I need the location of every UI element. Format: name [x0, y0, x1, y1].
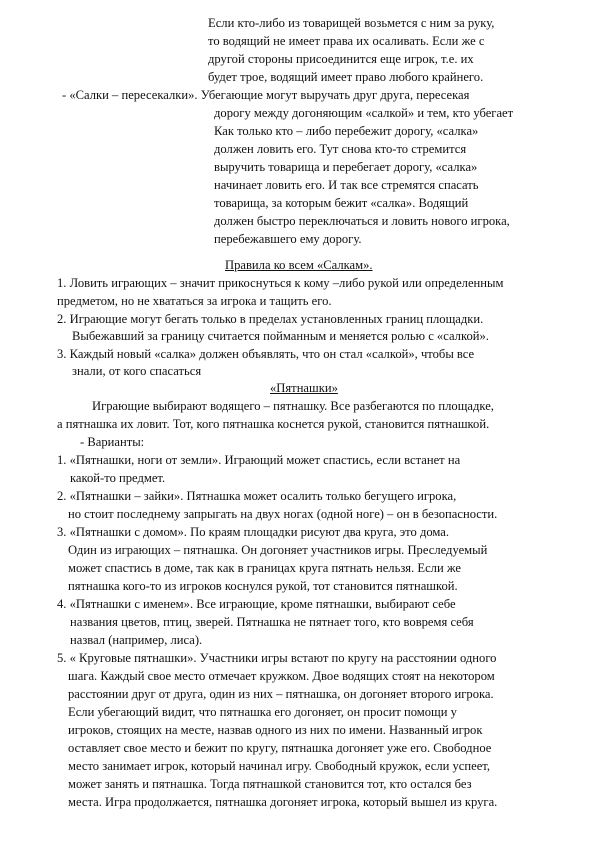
rule-line: предметом, но не хвататься за игрока и тащить его. [57, 294, 332, 308]
variant-line: назвал (например, лиса). [70, 633, 203, 647]
salki-peresekalki-line: выручить товарища и перебегает дорогу, «салка» [214, 160, 478, 174]
pyatnashki-heading: «Пятнашки» [270, 381, 338, 395]
variant-line: пятнашка кого-то из игроков коснулся рукой, тот становится пятнашкой. [68, 579, 458, 593]
rule-line: 3. Каждый новый «салка» должен объявлять, что он стал «салкой», чтобы все [57, 347, 475, 361]
variant-line: Если убегающий видит, что пятнашка его догоняет, он просит помощи у [68, 705, 457, 719]
intro-line: другой стороны присоединится еще игрок, т.е. их [208, 52, 474, 66]
intro-line: то водящий не имеет права их осаливать. Если же с [208, 34, 485, 48]
salki-peresekalki-line: товарища, за которым бежит «салка». Водящий [214, 196, 469, 210]
salki-peresekalki-line: дорогу между догоняющим «салкой» и тем, кто убегает [214, 106, 514, 120]
intro-line: Если кто-либо из товарищей возьмется с ним за руку, [208, 16, 495, 30]
salki-peresekalki-line: начинает ловить его. И так все стремятся спасать [214, 178, 479, 192]
rule-line: 2. Играющие могут бегать только в пределах установленных границ площадки. [57, 312, 484, 326]
variants-label: - Варианты: [80, 435, 145, 449]
variant-line: шага. Каждый свое место отмечает кружком. Двое водящих стоят на некотором [68, 669, 495, 683]
salki-peresekalki-line: Как только кто – либо перебежит дорогу, «салка» [214, 124, 479, 138]
rule-line: знали, от кого спасаться [72, 364, 202, 378]
variant-line: места. Игра продолжается, пятнашка догоняет игрока, который вышел из круга. [68, 795, 498, 809]
salki-peresekalki-line: - «Салки – пересекалки». Убегающие могут выручать друг друга, пересекая [62, 88, 470, 102]
variant-line: какой-то предмет. [70, 471, 166, 485]
rule-line: 1. Ловить играющих – значит прикоснуться к кому –либо рукой или определенным [57, 276, 504, 290]
variant-line: Один из играющих – пятнашка. Он догоняет участников игры. Преследуемый [68, 543, 488, 557]
variant-line: может занять и пятнашка. Тогда пятнашкой становится тот, кто остался без [68, 777, 472, 791]
rule-line: Выбежавший за границу считается пойманным и меняется ролью с «салкой». [72, 329, 489, 343]
variant-line: может спастись в доме, так как в границах круга пятнать нельзя. Если же [68, 561, 461, 575]
variant-line: 2. «Пятнашки – зайки». Пятнашка может осалить только бегущего игрока, [57, 489, 457, 503]
variant-line: игроков, стоящих на месте, назвав одного из них по имени. Названный игрок [68, 723, 483, 737]
variant-line: место занимает игрок, который начинал игру. Свободный кружок, если успеет, [68, 759, 490, 773]
variant-line: 4. «Пятнашки с именем». Все играющие, кроме пятнашки, выбирают себе [57, 597, 456, 611]
salki-peresekalki-line: должен быстро переключаться и ловить нового игрока, [214, 214, 510, 228]
rules-heading: Правила ко всем «Салкам». [225, 258, 373, 272]
variant-line: расстоянии друг от друга, один из них – пятнашка, он догоняет второго игрока. [68, 687, 494, 701]
variant-line: 5. « Круговые пятнашки». Участники игры встают по кругу на расстоянии одного [57, 651, 497, 665]
salki-peresekalki-line: перебежавшего ему дорогу. [214, 232, 362, 246]
variant-line: 1. «Пятнашки, ноги от земли». Играющий может спастись, если встанет на [57, 453, 461, 467]
variant-line: оставляет свое место и бежит по кругу, пятнашка догоняет уже его. Свободное [68, 741, 492, 755]
intro-line: будет трое, водящий имеет право любого крайнего. [208, 70, 484, 84]
variant-line: названия цветов, птиц, зверей. Пятнашка не пятнает того, кто вовремя себя [70, 615, 474, 629]
variant-line: но стоит последнему запрыгать на двух ногах (одной ноге) – он в безопасности. [68, 507, 498, 521]
variant-line: 3. «Пятнашки с домом». По краям площадки рисуют два круга, это дома. [57, 525, 450, 539]
pyatnashki-intro-line: Играющие выбирают водящего – пятнашку. Все разбегаются по площадке, [92, 399, 494, 413]
pyatnashki-intro-line: а пятнашка их ловит. Тот, кого пятнашка коснется рукой, становится пятнашкой. [57, 417, 490, 431]
salki-peresekalki-line: должен ловить его. Тут снова кто-то стремится [214, 142, 467, 156]
